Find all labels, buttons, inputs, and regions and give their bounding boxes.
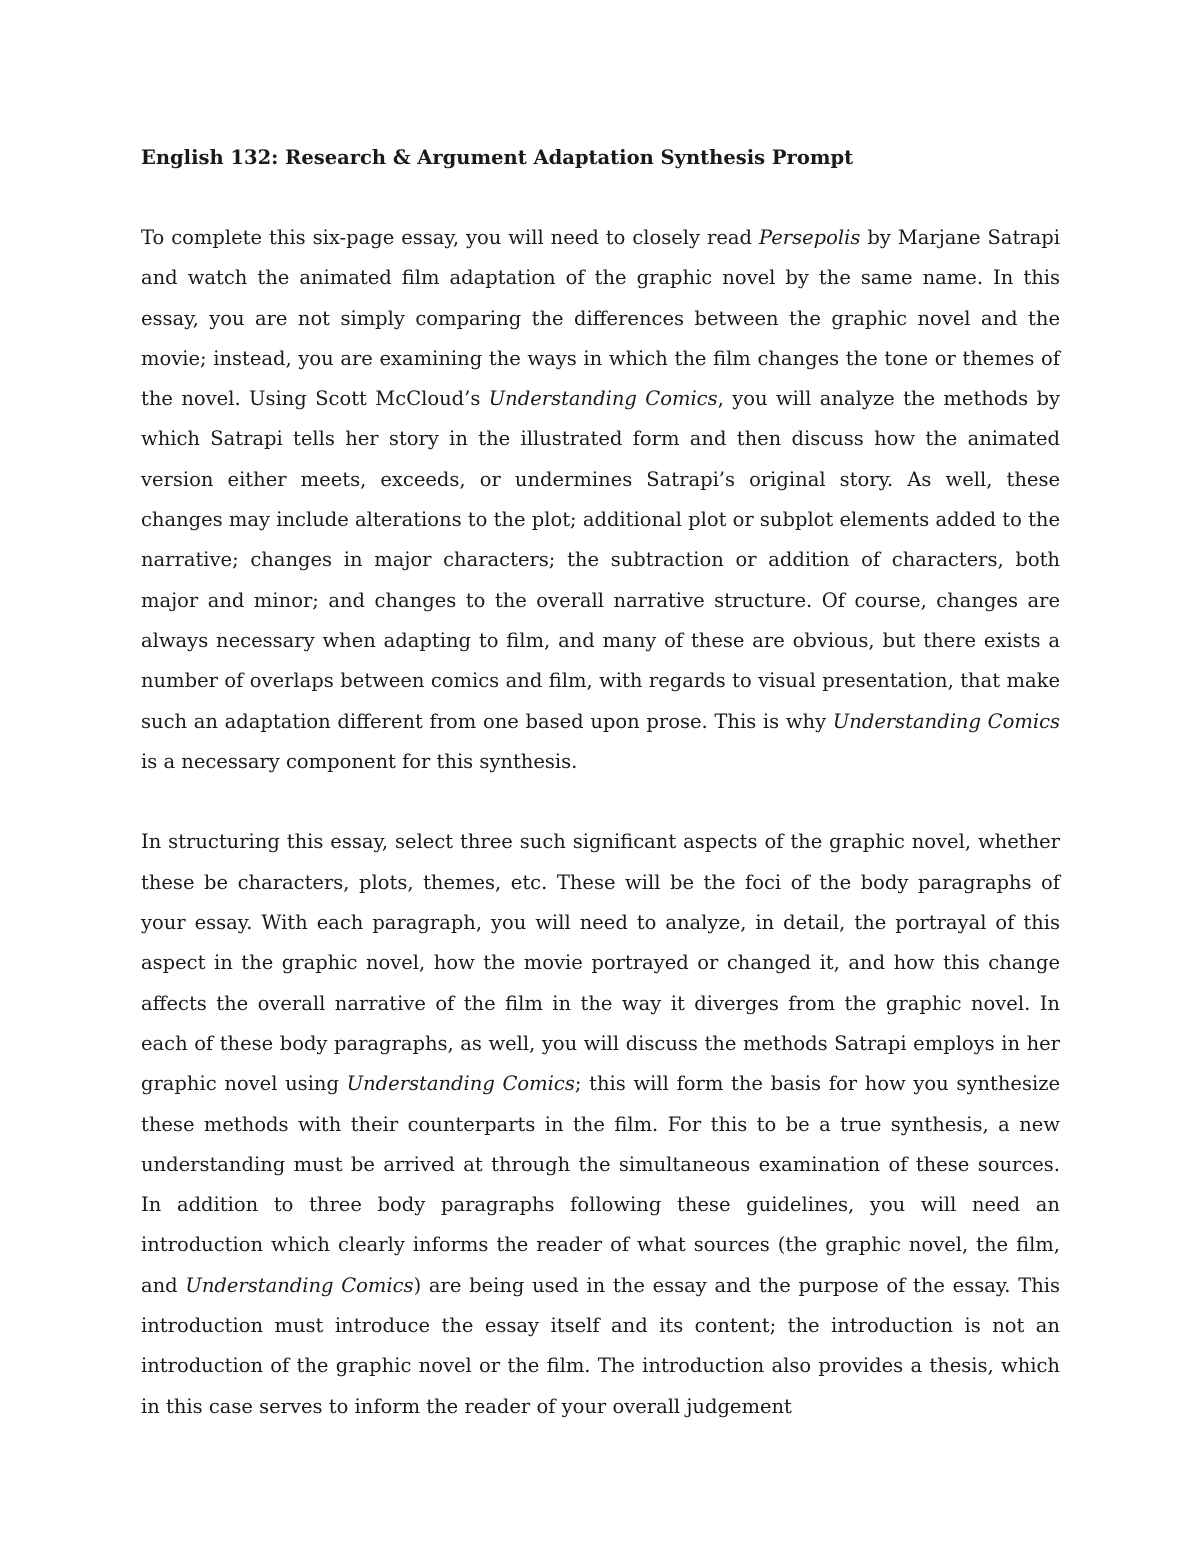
book-title-understanding-comics: Understanding Comics (185, 1273, 414, 1297)
paragraph-text: In structuring this essay, select three such significant aspects of the graphic novel, whether these be characters, plots, themes, etc. These will be the foci of the body paragraphs of your essay. With each paragraph, you will need to analyze, in detail, the portrayal of this aspect in the graphic novel, how the movie portrayed or changed it, and how this change affects the overall narrative of the film in the way it diverges from the graphic novel. In each of these body paragraphs, as well, you will discuss the methods Satrapi employs in her graphic novel using (141, 830, 1060, 1096)
document-title: English 132: Research & Argument Adaptation Synthesis Prompt (141, 146, 854, 169)
paragraph-text: , you will analyze the methods by which Satrapi tells her story in the illustrated form and then discuss how the animated version either meets, exceeds, or undermines Satrapi’s original story. As well, these changes may include alterations to the plot; additional plot or subplot elements added to the narrative; changes in major characters; the subtraction or addition of characters, both major and minor; and changes to the overall narrative structure. Of course, changes are always necessary when adapting to film, and many of these are obvious, but there exists a number of overlaps between comics and film, with regards to visual presentation, that make such an adaptation different from one based upon prose. This is why (141, 387, 1060, 733)
book-title-understanding-comics: Understanding Comics (346, 1072, 575, 1096)
paragraph-structure (141, 822, 1060, 1426)
paragraph-text: ; this will form the basis for how you synthesize these methods with their counterparts in the film. For this to be a true synthesis, a new understanding must be arrived at through the simultaneous examination of these sources. In addition to three body paragraphs following these guidelines, you will need an introduction which clearly informs the reader of what sources (the graphic novel, the film, and (141, 1072, 1061, 1297)
book-title-understanding-comics: Understanding Comics (832, 709, 1060, 733)
paragraph-text: by Marjane Satrapi and watch the animated film adaptation of the graphic novel by the same name. In this essay, you are not simply comparing the differences between the graphic novel and the movie; instead, you are examining the ways in which the film changes the tone or themes of the novel. Using Scott McCloud’s (141, 226, 1060, 411)
paragraph-intro (141, 218, 1060, 782)
paragraph-text: is a necessary component for this synthesis. (141, 749, 578, 773)
paragraph-text: ) are being used in the essay and the purpose of the essay. This introduction must introduce the essay itself and its content; the introduction is not an introduction of the graphic novel or the film. The introduction also provides a thesis, which in this case serves to inform the reader of your overall judgement (141, 1273, 1061, 1418)
document-body (141, 138, 1060, 1427)
book-title-understanding-comics: Understanding Comics (488, 387, 718, 411)
paragraph-text: To complete this six-page essay, you will need to closely read (141, 226, 759, 249)
book-title-persepolis: Persepolis (759, 226, 861, 249)
